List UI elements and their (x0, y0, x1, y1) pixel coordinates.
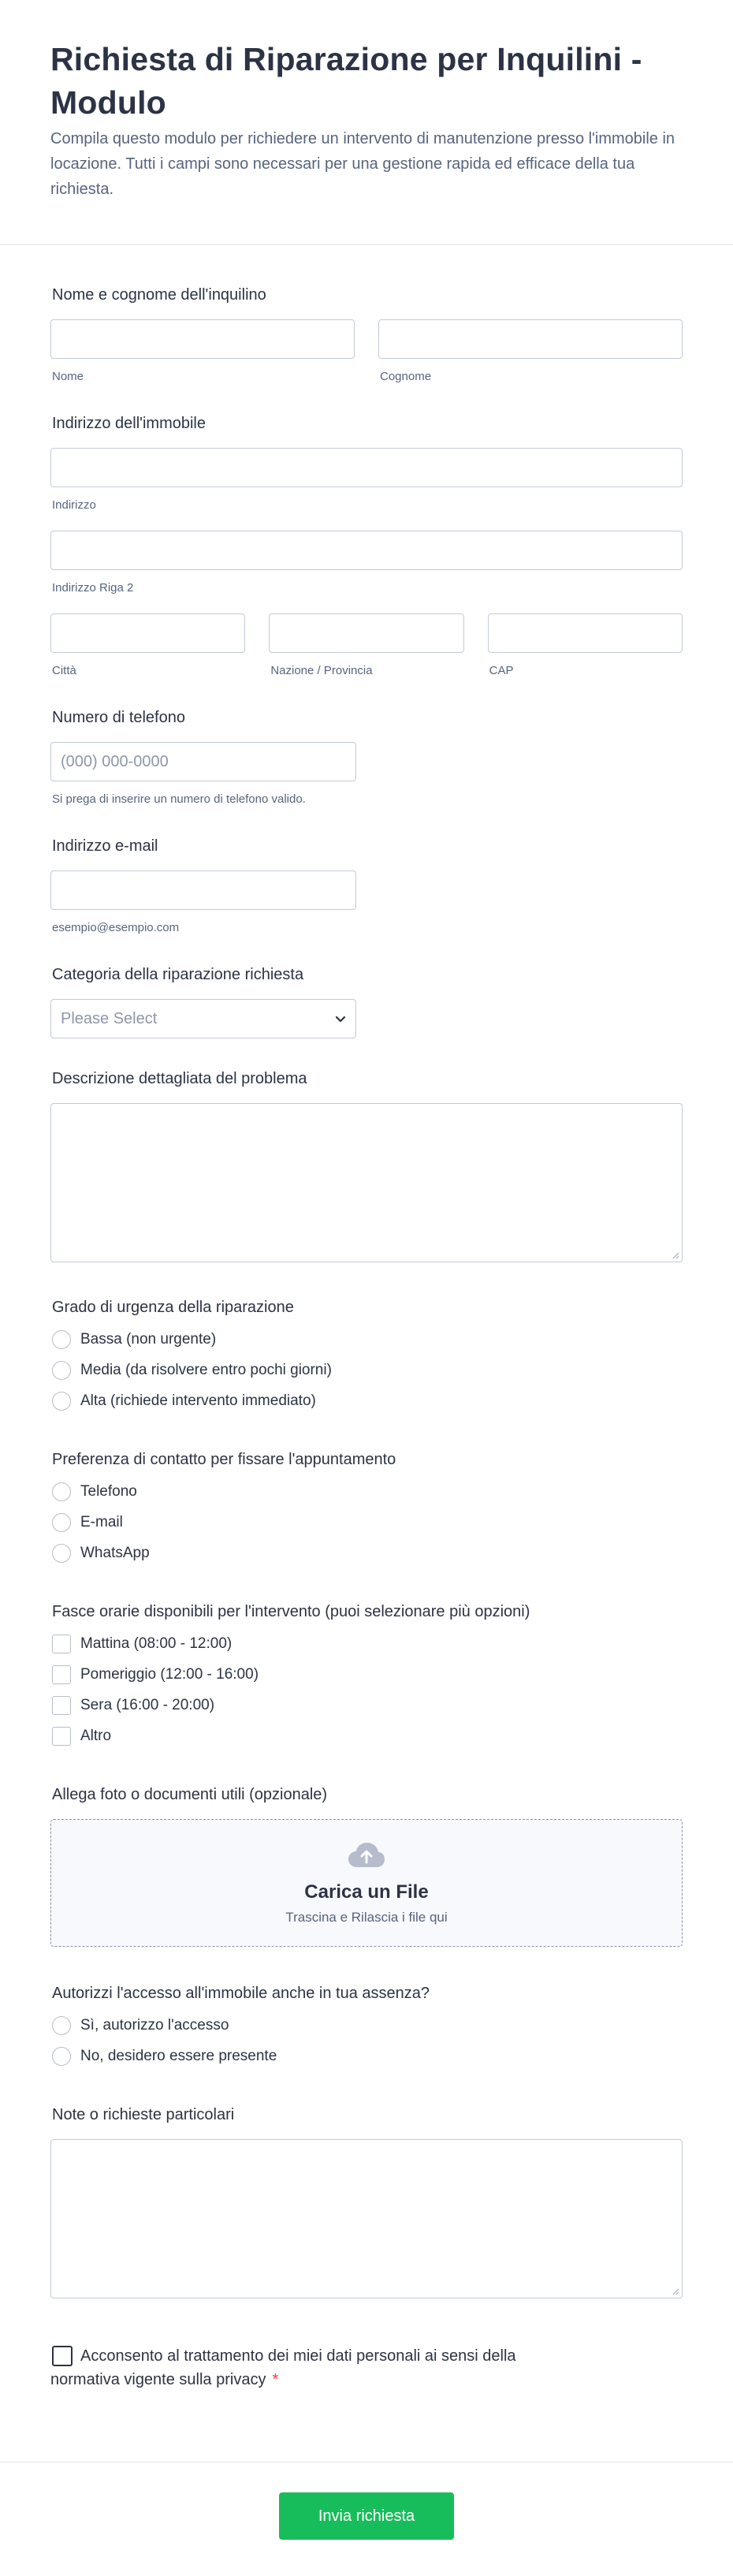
timeslot-option-label: Pomeriggio (12:00 - 16:00) (80, 1665, 259, 1683)
notes-textarea[interactable] (50, 2139, 683, 2298)
description-textarea[interactable] (50, 1103, 683, 1262)
consent-checkbox-row[interactable] (50, 2344, 586, 2391)
timeslot-option[interactable] (50, 1690, 683, 1720)
form-footer (0, 2462, 733, 2576)
email-input[interactable] (50, 870, 356, 910)
resize-grip-icon[interactable] (672, 2287, 679, 2295)
email-field (50, 836, 683, 934)
file-upload-dropzone[interactable] (50, 1819, 683, 1947)
state-sublabel: Nazione / Provincia (270, 664, 373, 677)
category-field (50, 964, 683, 1038)
urgency-option[interactable] (50, 1355, 683, 1385)
upload-subtitle: Trascina e Rilascia i file qui (285, 1909, 448, 1925)
chevron-down-icon (335, 1010, 346, 1028)
phone-input[interactable]: (000) 000-0000 (50, 742, 356, 781)
submit-button[interactable]: Invia richiesta (279, 2492, 454, 2540)
name-label: Nome e cognome dell'inquilino (52, 286, 266, 304)
address-line2-input[interactable] (50, 531, 683, 570)
contact-option-label: E-mail (80, 1513, 123, 1530)
urgency-option-label: Bassa (non urgente) (80, 1330, 217, 1348)
address-label: Indirizzo dell'immobile (52, 415, 206, 432)
email-sublabel: esempio@esempio.com (52, 921, 180, 934)
phone-sublabel: Si prega di inserire un numero di telefono valido. (52, 792, 306, 806)
zip-sublabel: CAP (489, 664, 514, 677)
first-name-input[interactable] (50, 319, 355, 359)
cloud-upload-icon (347, 1841, 386, 1873)
timeslot-option-label: Sera (16:00 - 20:00) (80, 1696, 215, 1713)
timeslot-label: Fasce orarie disponibili per l'intervento (puoi selezionare più opzioni) (52, 1603, 530, 1620)
checkbox[interactable] (52, 1727, 71, 1746)
contact-field (50, 1449, 683, 1568)
contact-option[interactable] (50, 1538, 683, 1568)
email-label: Indirizzo e-mail (52, 837, 158, 855)
radio-button[interactable] (52, 1330, 71, 1349)
resize-grip-icon[interactable] (672, 1251, 679, 1259)
urgency-field (50, 1297, 683, 1416)
phone-label: Numero di telefono (52, 709, 185, 726)
radio-button[interactable] (52, 1482, 71, 1501)
access-option-label: No, desidero essere presente (80, 2047, 277, 2064)
access-option[interactable] (50, 2010, 683, 2041)
description-label: Descrizione dettagliata del problema (52, 1070, 307, 1087)
timeslot-option[interactable] (50, 1628, 683, 1659)
access-option[interactable] (50, 2041, 683, 2071)
contact-option[interactable] (50, 1507, 683, 1538)
consent-field (50, 2344, 586, 2391)
phone-field (50, 707, 683, 806)
radio-button[interactable] (52, 1361, 71, 1380)
city-sublabel: Città (52, 664, 76, 677)
address-field (50, 413, 683, 677)
consent-text: Acconsento al trattamento dei miei dati personali ai sensi della normativa vigente sulla privacy (50, 2347, 516, 2388)
page-title: Richiesta di Riparazione per Inquilini - Modulo (50, 41, 642, 121)
contact-option[interactable] (50, 1476, 683, 1507)
category-selected-value: Please Select (61, 1009, 158, 1027)
consent-text-wrap (50, 2344, 586, 2391)
access-option-label: Sì, autorizzo l'accesso (80, 2016, 229, 2034)
checkbox[interactable] (52, 1696, 71, 1715)
first-name-sublabel: Nome (52, 370, 84, 383)
description-field (50, 1068, 683, 1262)
timeslot-option[interactable] (50, 1659, 683, 1690)
access-label: Autorizzi l'accesso all'immobile anche in tua assenza? (52, 1985, 430, 2002)
urgency-label: Grado di urgenza della riparazione (52, 1299, 294, 1316)
checkbox[interactable] (52, 1665, 71, 1684)
city-input[interactable] (50, 613, 245, 653)
timeslot-option[interactable] (50, 1720, 683, 1751)
form-header (0, 0, 733, 245)
urgency-option-label: Alta (richiede intervento immediato) (80, 1392, 316, 1409)
urgency-option-label: Media (da risolvere entro pochi giorni) (80, 1361, 332, 1378)
timeslot-option-label: Mattina (08:00 - 12:00) (80, 1635, 233, 1652)
urgency-option[interactable] (50, 1324, 683, 1355)
last-name-sublabel: Cognome (380, 370, 432, 383)
category-select[interactable] (50, 999, 356, 1038)
address-line1-sublabel: Indirizzo (52, 498, 96, 512)
radio-button[interactable] (52, 2016, 71, 2035)
name-field (50, 285, 683, 383)
address-line1-input[interactable] (50, 448, 683, 487)
contact-option-label: Telefono (80, 1482, 137, 1500)
upload-label: Allega foto o documenti utili (opzionale) (52, 1786, 328, 1803)
radio-button[interactable] (52, 1544, 71, 1563)
timeslot-option-label: Altro (80, 1727, 112, 1744)
page-description: Compila questo modulo per richiedere un intervento di manutenzione presso l'immobile in locazione. Tutti i campi sono necessari per una gestione rapida ed efficace della tua richiesta. (50, 130, 675, 198)
contact-option-label: WhatsApp (80, 1544, 150, 1561)
contact-label: Preferenza di contatto per fissare l'appuntamento (52, 1451, 396, 1468)
radio-button[interactable] (52, 1513, 71, 1532)
radio-button[interactable] (52, 1392, 71, 1411)
address-line2-sublabel: Indirizzo Riga 2 (52, 581, 134, 595)
radio-button[interactable] (52, 2047, 71, 2066)
form-body (0, 245, 733, 2391)
category-label: Categoria della riparazione richiesta (52, 966, 304, 983)
notes-label: Note o richieste particolari (52, 2106, 235, 2123)
required-marker: * (272, 2371, 279, 2388)
urgency-option[interactable] (50, 1385, 683, 1416)
checkbox[interactable] (52, 1635, 71, 1653)
access-field (50, 1983, 683, 2071)
timeslot-field (50, 1601, 683, 1751)
notes-field (50, 2104, 683, 2298)
upload-field (50, 1784, 683, 1947)
last-name-input[interactable] (378, 319, 683, 359)
zip-input[interactable] (488, 613, 683, 653)
state-input[interactable] (269, 613, 463, 653)
upload-title: Carica un File (304, 1881, 429, 1903)
